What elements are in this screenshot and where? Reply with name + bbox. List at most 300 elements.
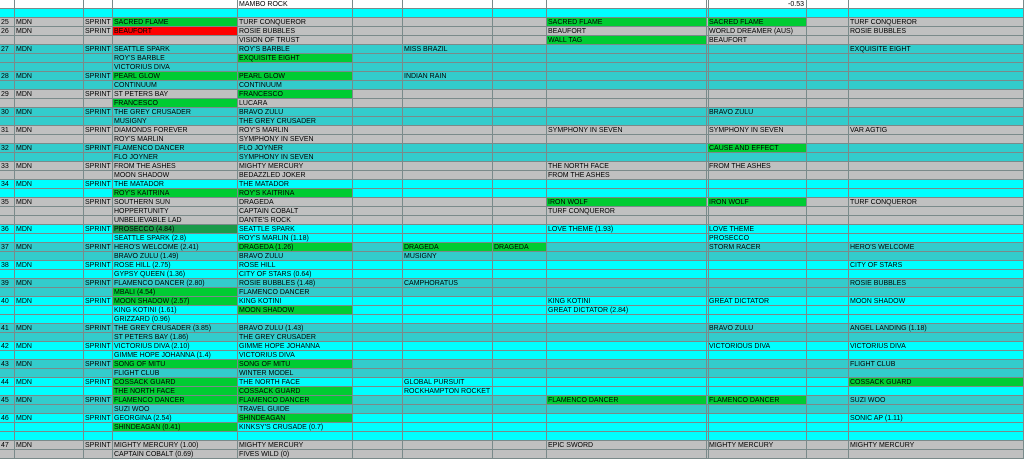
cell-race-number[interactable]: 34 [0,180,15,189]
cell-selection-d[interactable]: BEAUFORT [708,36,807,45]
cell-col-g[interactable] [403,0,493,9]
cell-col-g[interactable]: GLOBAL PURSUIT [403,378,493,387]
cell-selection-a[interactable]: VICTORIUS DIVA [113,63,238,72]
cell-race-number[interactable] [0,207,15,216]
cell-col-h[interactable] [493,414,547,423]
cell-selection-d[interactable] [708,54,807,63]
cell-race-type[interactable] [84,54,113,63]
cell-race-number[interactable]: 32 [0,144,15,153]
cell-selection-a[interactable]: ST PETERS BAY [113,90,238,99]
cell-col-f[interactable] [353,279,403,288]
cell-race-number[interactable] [0,306,15,315]
cell-race-type[interactable] [84,9,113,18]
cell-race-type[interactable] [84,189,113,198]
cell-selection-b[interactable]: KING KOTINI [238,297,353,306]
cell-race-class[interactable] [15,153,84,162]
cell-selection-b[interactable]: TURF CONQUEROR [238,18,353,27]
cell-col-l[interactable] [807,234,849,243]
cell-col-l[interactable] [807,45,849,54]
cell-col-f[interactable] [353,108,403,117]
cell-selection-e[interactable] [849,333,1024,342]
cell-selection-e[interactable] [849,405,1024,414]
cell-selection-a[interactable]: HERO'S WELCOME (2.41) [113,243,238,252]
cell-selection-e[interactable] [849,216,1024,225]
cell-col-f[interactable] [353,54,403,63]
cell-selection-e[interactable]: SONIC AP (1.11) [849,414,1024,423]
cell-selection-d[interactable] [708,99,807,108]
cell-selection-b[interactable]: ROSE HILL [238,261,353,270]
cell-selection-e[interactable]: TURF CONQUEROR [849,18,1024,27]
cell-selection-d[interactable] [708,72,807,81]
cell-col-f[interactable] [353,234,403,243]
cell-race-number[interactable] [0,216,15,225]
cell-race-class[interactable]: MDN [15,180,84,189]
cell-selection-c[interactable] [547,108,707,117]
cell-selection-c[interactable] [547,144,707,153]
cell-selection-d[interactable] [708,171,807,180]
cell-col-g[interactable] [403,414,493,423]
cell-col-g[interactable] [403,36,493,45]
cell-col-g[interactable] [403,18,493,27]
cell-race-class[interactable] [15,171,84,180]
cell-selection-d[interactable] [708,432,807,441]
cell-col-g[interactable] [403,270,493,279]
cell-col-h[interactable] [493,207,547,216]
cell-selection-e[interactable] [849,63,1024,72]
cell-selection-b[interactable]: FIVES WILD (0) [238,450,353,459]
cell-selection-e[interactable] [849,252,1024,261]
cell-race-class[interactable] [15,369,84,378]
cell-selection-c[interactable] [547,216,707,225]
cell-selection-a[interactable]: THE GREY CRUSADER [113,108,238,117]
cell-race-number[interactable] [0,405,15,414]
cell-selection-c[interactable] [547,45,707,54]
cell-selection-c[interactable] [547,189,707,198]
cell-selection-d[interactable] [708,351,807,360]
cell-race-type[interactable] [84,270,113,279]
cell-selection-e[interactable] [849,54,1024,63]
cell-selection-b[interactable]: WINTER MODEL [238,369,353,378]
cell-selection-b[interactable]: FLAMENCO DANCER [238,288,353,297]
cell-col-h[interactable] [493,63,547,72]
cell-selection-c[interactable] [547,0,707,9]
cell-col-f[interactable] [353,216,403,225]
cell-col-l[interactable] [807,153,849,162]
cell-race-type[interactable] [84,315,113,324]
cell-race-number[interactable]: 27 [0,45,15,54]
cell-race-class[interactable]: MDN [15,162,84,171]
cell-race-number[interactable] [0,135,15,144]
cell-col-g[interactable] [403,117,493,126]
cell-selection-b[interactable]: TRAVEL GUIDE [238,405,353,414]
cell-selection-c[interactable] [547,360,707,369]
cell-col-f[interactable] [353,387,403,396]
cell-col-f[interactable] [353,351,403,360]
cell-race-class[interactable] [15,315,84,324]
cell-selection-b[interactable]: MOON SHADOW [238,306,353,315]
cell-col-l[interactable] [807,252,849,261]
cell-selection-b[interactable]: PEARL GLOW [238,72,353,81]
cell-race-number[interactable]: 35 [0,198,15,207]
cell-selection-c[interactable]: BEAUFORT [547,27,707,36]
cell-col-h[interactable] [493,297,547,306]
cell-col-g[interactable] [403,288,493,297]
cell-race-class[interactable]: MDN [15,396,84,405]
cell-col-g[interactable] [403,315,493,324]
cell-col-h[interactable] [493,432,547,441]
cell-selection-b[interactable]: MAMBO ROCK [238,0,353,9]
cell-selection-d[interactable] [708,378,807,387]
cell-race-type[interactable]: SPRINT [84,342,113,351]
cell-selection-a[interactable]: SUZI WOO [113,405,238,414]
cell-col-l[interactable] [807,117,849,126]
cell-selection-b[interactable]: ROSIE BUBBLES [238,27,353,36]
cell-col-g[interactable] [403,198,493,207]
cell-race-type[interactable] [84,81,113,90]
cell-col-h[interactable] [493,234,547,243]
cell-selection-b[interactable]: DRAGEDA [238,198,353,207]
cell-race-class[interactable]: MDN [15,243,84,252]
cell-selection-d[interactable]: WORLD DREAMER (AUS) [708,27,807,36]
cell-col-g[interactable] [403,441,493,450]
cell-col-g[interactable]: MUSIGNY [403,252,493,261]
cell-selection-e[interactable] [849,135,1024,144]
cell-race-class[interactable]: MDN [15,126,84,135]
cell-col-l[interactable] [807,0,849,9]
cell-selection-e[interactable] [849,117,1024,126]
cell-selection-c[interactable] [547,72,707,81]
cell-selection-d[interactable] [708,423,807,432]
cell-selection-e[interactable]: ANGEL LANDING (1.18) [849,324,1024,333]
cell-race-number[interactable] [0,432,15,441]
cell-selection-e[interactable] [849,81,1024,90]
cell-col-f[interactable] [353,297,403,306]
cell-col-f[interactable] [353,153,403,162]
cell-race-type[interactable] [84,207,113,216]
cell-selection-b[interactable]: SHINDEAGAN [238,414,353,423]
cell-col-l[interactable] [807,90,849,99]
cell-col-f[interactable] [353,198,403,207]
cell-selection-c[interactable] [547,252,707,261]
cell-race-type[interactable]: SPRINT [84,414,113,423]
cell-race-number[interactable] [0,54,15,63]
cell-selection-d[interactable]: -0.53 [708,0,807,9]
cell-race-class[interactable] [15,288,84,297]
cell-race-type[interactable] [84,423,113,432]
cell-col-h[interactable] [493,180,547,189]
cell-col-h[interactable] [493,162,547,171]
cell-race-number[interactable] [0,153,15,162]
cell-race-class[interactable]: MDN [15,144,84,153]
cell-selection-c[interactable] [547,288,707,297]
cell-selection-c[interactable] [547,342,707,351]
cell-race-class[interactable] [15,189,84,198]
cell-race-class[interactable] [15,423,84,432]
cell-col-f[interactable] [353,360,403,369]
cell-col-h[interactable] [493,171,547,180]
cell-col-h[interactable] [493,306,547,315]
cell-race-type[interactable] [84,36,113,45]
cell-race-class[interactable]: MDN [15,279,84,288]
cell-selection-d[interactable] [708,252,807,261]
cell-col-g[interactable] [403,342,493,351]
cell-col-l[interactable] [807,72,849,81]
cell-selection-c[interactable] [547,279,707,288]
cell-race-type[interactable] [84,153,113,162]
cell-col-h[interactable] [493,117,547,126]
cell-race-type[interactable]: SPRINT [84,243,113,252]
cell-race-type[interactable]: SPRINT [84,396,113,405]
cell-col-l[interactable] [807,351,849,360]
cell-selection-b[interactable]: ROY'S MARLIN [238,126,353,135]
cell-selection-b[interactable] [238,63,353,72]
cell-col-g[interactable] [403,90,493,99]
cell-col-h[interactable] [493,396,547,405]
cell-col-g[interactable]: DRAGEDA [403,243,493,252]
cell-race-type[interactable] [84,99,113,108]
cell-col-h[interactable] [493,36,547,45]
cell-selection-d[interactable] [708,117,807,126]
cell-col-h[interactable] [493,27,547,36]
cell-col-g[interactable] [403,324,493,333]
cell-col-f[interactable] [353,72,403,81]
cell-selection-e[interactable] [849,450,1024,459]
cell-race-number[interactable] [0,288,15,297]
cell-selection-e[interactable] [849,423,1024,432]
cell-selection-d[interactable] [708,207,807,216]
cell-selection-c[interactable] [547,261,707,270]
cell-selection-d[interactable] [708,63,807,72]
cell-selection-c[interactable] [547,180,707,189]
cell-selection-e[interactable] [849,99,1024,108]
cell-col-h[interactable] [493,387,547,396]
cell-selection-a[interactable]: SOUTHERN SUN [113,198,238,207]
cell-col-f[interactable] [353,270,403,279]
cell-race-class[interactable]: MDN [15,90,84,99]
cell-selection-e[interactable] [849,234,1024,243]
cell-selection-e[interactable]: EXQUISITE EIGHT [849,45,1024,54]
cell-race-type[interactable] [84,288,113,297]
cell-selection-d[interactable] [708,387,807,396]
cell-col-f[interactable] [353,324,403,333]
cell-col-l[interactable] [807,342,849,351]
cell-selection-a[interactable] [113,432,238,441]
cell-race-type[interactable]: SPRINT [84,45,113,54]
cell-race-type[interactable]: SPRINT [84,279,113,288]
cell-race-type[interactable]: SPRINT [84,378,113,387]
cell-race-number[interactable]: 43 [0,360,15,369]
cell-col-l[interactable] [807,171,849,180]
cell-col-g[interactable] [403,153,493,162]
cell-col-g[interactable] [403,369,493,378]
cell-col-f[interactable] [353,261,403,270]
cell-col-l[interactable] [807,243,849,252]
cell-selection-a[interactable]: KING KOTINI (1.61) [113,306,238,315]
cell-col-f[interactable] [353,162,403,171]
cell-col-f[interactable] [353,432,403,441]
cell-race-type[interactable] [84,369,113,378]
cell-col-h[interactable] [493,324,547,333]
cell-race-class[interactable] [15,99,84,108]
cell-selection-b[interactable]: THE NORTH FACE [238,378,353,387]
cell-selection-e[interactable] [849,207,1024,216]
cell-selection-a[interactable]: SEATTLE SPARK [113,45,238,54]
cell-col-l[interactable] [807,99,849,108]
cell-selection-e[interactable]: TURF CONQUEROR [849,198,1024,207]
cell-col-f[interactable] [353,306,403,315]
cell-selection-d[interactable] [708,216,807,225]
cell-col-g[interactable] [403,261,493,270]
cell-selection-a[interactable]: ROY'S KAITRINA [113,189,238,198]
cell-col-l[interactable] [807,270,849,279]
cell-selection-a[interactable]: SACRED FLAME [113,18,238,27]
cell-col-h[interactable] [493,189,547,198]
cell-col-l[interactable] [807,360,849,369]
cell-selection-c[interactable] [547,333,707,342]
cell-selection-c[interactable] [547,135,707,144]
cell-race-type[interactable] [84,405,113,414]
cell-selection-c[interactable]: THE NORTH FACE [547,162,707,171]
cell-selection-d[interactable]: GREAT DICTATOR [708,297,807,306]
cell-race-number[interactable]: 39 [0,279,15,288]
cell-race-number[interactable]: 38 [0,261,15,270]
cell-selection-a[interactable]: ROY'S BARBLE [113,54,238,63]
cell-race-type[interactable] [84,117,113,126]
cell-col-l[interactable] [807,135,849,144]
cell-selection-b[interactable]: FLAMENCO DANCER [238,396,353,405]
cell-race-class[interactable] [15,117,84,126]
cell-col-f[interactable] [353,18,403,27]
cell-selection-e[interactable] [849,351,1024,360]
cell-col-f[interactable] [353,27,403,36]
cell-selection-a[interactable]: GEORGINA (2.54) [113,414,238,423]
cell-selection-a[interactable]: THE MATADOR [113,180,238,189]
cell-selection-e[interactable] [849,270,1024,279]
cell-race-type[interactable]: SPRINT [84,180,113,189]
cell-selection-c[interactable] [547,81,707,90]
cell-race-type[interactable] [84,351,113,360]
cell-col-l[interactable] [807,288,849,297]
cell-col-l[interactable] [807,261,849,270]
cell-selection-d[interactable] [708,9,807,18]
cell-col-g[interactable] [403,54,493,63]
cell-selection-b[interactable]: LUCARA [238,99,353,108]
cell-col-g[interactable] [403,27,493,36]
cell-col-g[interactable]: CAMPHORATUS [403,279,493,288]
cell-selection-b[interactable]: GIMME HOPE JOHANNA [238,342,353,351]
cell-selection-c[interactable] [547,9,707,18]
cell-selection-a[interactable]: UNBELIEVABLE LAD [113,216,238,225]
cell-race-number[interactable]: 45 [0,396,15,405]
cell-col-g[interactable] [403,297,493,306]
cell-col-h[interactable] [493,351,547,360]
cell-col-l[interactable] [807,207,849,216]
cell-race-number[interactable] [0,333,15,342]
cell-race-type[interactable]: SPRINT [84,441,113,450]
cell-selection-e[interactable] [849,306,1024,315]
cell-selection-a[interactable]: MIGHTY MERCURY (1.00) [113,441,238,450]
cell-race-number[interactable]: 33 [0,162,15,171]
cell-col-l[interactable] [807,324,849,333]
cell-race-class[interactable] [15,351,84,360]
cell-race-type[interactable]: SPRINT [84,360,113,369]
cell-selection-d[interactable] [708,405,807,414]
cell-col-h[interactable] [493,441,547,450]
cell-col-h[interactable] [493,261,547,270]
cell-col-g[interactable] [403,360,493,369]
cell-selection-e[interactable]: ROSIE BUBBLES [849,27,1024,36]
cell-selection-a[interactable]: FLAMENCO DANCER [113,396,238,405]
cell-selection-c[interactable] [547,405,707,414]
cell-selection-b[interactable]: THE MATADOR [238,180,353,189]
cell-race-number[interactable] [0,36,15,45]
cell-col-f[interactable] [353,81,403,90]
cell-col-h[interactable] [493,0,547,9]
cell-col-f[interactable] [353,378,403,387]
cell-selection-e[interactable] [849,153,1024,162]
cell-selection-c[interactable] [547,387,707,396]
cell-col-h[interactable] [493,90,547,99]
cell-selection-c[interactable]: EPIC SWORD [547,441,707,450]
cell-selection-d[interactable]: BRAVO ZULU [708,324,807,333]
cell-col-h[interactable] [493,81,547,90]
cell-col-f[interactable] [353,117,403,126]
cell-col-g[interactable] [403,108,493,117]
cell-race-class[interactable]: MDN [15,261,84,270]
cell-col-g[interactable] [403,450,493,459]
cell-selection-b[interactable] [238,315,353,324]
cell-col-h[interactable] [493,450,547,459]
cell-race-class[interactable] [15,450,84,459]
cell-race-number[interactable] [0,315,15,324]
cell-selection-b[interactable]: DRAGEDA (1.26) [238,243,353,252]
cell-selection-a[interactable]: GIMME HOPE JOHANNA (1.4) [113,351,238,360]
cell-selection-e[interactable] [849,162,1024,171]
cell-race-class[interactable] [15,36,84,45]
cell-selection-e[interactable]: COSSACK GUARD [849,378,1024,387]
cell-race-number[interactable] [0,234,15,243]
cell-selection-c[interactable] [547,63,707,72]
cell-selection-e[interactable] [849,225,1024,234]
cell-col-f[interactable] [353,0,403,9]
cell-selection-c[interactable] [547,99,707,108]
cell-selection-e[interactable] [849,369,1024,378]
cell-race-class[interactable] [15,270,84,279]
cell-race-class[interactable]: MDN [15,297,84,306]
cell-col-h[interactable] [493,360,547,369]
cell-selection-a[interactable]: BEAUFORT [113,27,238,36]
cell-col-l[interactable] [807,396,849,405]
cell-selection-b[interactable]: CONTINUUM [238,81,353,90]
cell-col-g[interactable] [403,306,493,315]
cell-col-g[interactable]: MISS BRAZIL [403,45,493,54]
cell-selection-d[interactable] [708,261,807,270]
cell-selection-a[interactable]: DIAMONDS FOREVER [113,126,238,135]
cell-selection-d[interactable] [708,306,807,315]
cell-col-h[interactable] [493,9,547,18]
cell-race-number[interactable] [0,270,15,279]
cell-col-l[interactable] [807,369,849,378]
cell-selection-b[interactable]: FLO JOYNER [238,144,353,153]
cell-race-class[interactable]: MDN [15,342,84,351]
cell-col-l[interactable] [807,216,849,225]
cell-selection-b[interactable]: VICTORIUS DIVA [238,351,353,360]
cell-race-class[interactable] [15,135,84,144]
cell-col-f[interactable] [353,180,403,189]
cell-race-class[interactable] [15,405,84,414]
cell-race-class[interactable]: MDN [15,18,84,27]
cell-selection-c[interactable] [547,315,707,324]
